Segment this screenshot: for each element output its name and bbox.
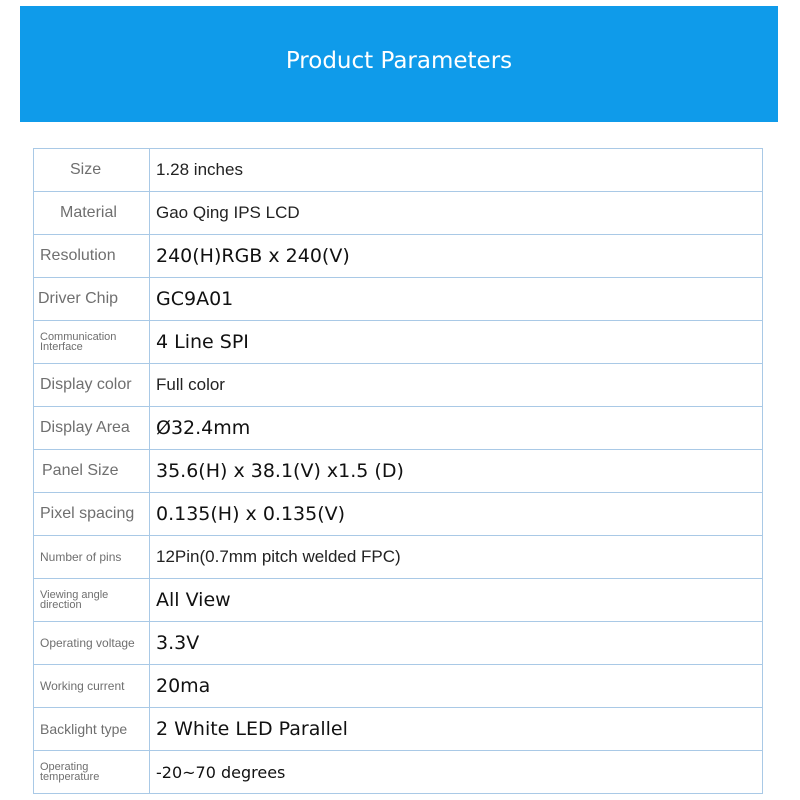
param-label: Material: [34, 192, 150, 235]
table-row: [34, 278, 763, 321]
param-value: 0.135(H) x 0.135(V): [150, 493, 763, 536]
param-label: Operating voltage: [34, 622, 150, 665]
table-row: [34, 364, 763, 407]
param-value: Gao Qing IPS LCD: [150, 192, 763, 235]
param-label: Driver Chip: [34, 278, 150, 321]
table-row: [34, 192, 763, 235]
param-value: Full color: [150, 364, 763, 407]
param-value: 240(H)RGB x 240(V): [150, 235, 763, 278]
param-value: All View: [150, 579, 763, 622]
table-row: [34, 665, 763, 708]
table-row: [34, 235, 763, 278]
table-row: [34, 450, 763, 493]
param-value: 3.3V: [150, 622, 763, 665]
table-row: [34, 622, 763, 665]
table-row: [34, 708, 763, 751]
param-label: Viewing angle direction: [34, 579, 150, 622]
table-row: [34, 407, 763, 450]
param-label: Backlight type: [34, 708, 150, 751]
param-value: Ø32.4mm: [150, 407, 763, 450]
param-value: 20ma: [150, 665, 763, 708]
param-value: -20~70 degrees: [150, 751, 763, 794]
param-value: 2 White LED Parallel: [150, 708, 763, 751]
param-label: Display color: [34, 364, 150, 407]
table-row: [34, 536, 763, 579]
table-row: [34, 493, 763, 536]
page-title: Product Parameters: [285, 48, 513, 74]
table-row: [34, 149, 763, 192]
header-banner: [20, 6, 778, 122]
table-row: [34, 579, 763, 622]
param-label: Resolution: [34, 235, 150, 278]
param-value: GC9A01: [150, 278, 763, 321]
param-label: Operating temperature: [34, 751, 150, 794]
table-row: [34, 321, 763, 364]
param-label: Working current: [34, 665, 150, 708]
param-label: Size: [34, 149, 150, 192]
param-value: 12Pin(0.7mm pitch welded FPC): [150, 536, 763, 579]
param-label: Display Area: [34, 407, 150, 450]
param-label: Number of pins: [34, 536, 150, 579]
parameters-table: [33, 148, 763, 794]
param-label: Pixel spacing: [34, 493, 150, 536]
table-row: [34, 751, 763, 794]
param-value: 35.6(H) x 38.1(V) x1.5 (D): [150, 450, 763, 493]
param-label: Panel Size: [34, 450, 150, 493]
param-value: 4 Line SPI: [150, 321, 763, 364]
param-value: 1.28 inches: [150, 149, 763, 192]
param-label: Communication Interface: [34, 321, 150, 364]
